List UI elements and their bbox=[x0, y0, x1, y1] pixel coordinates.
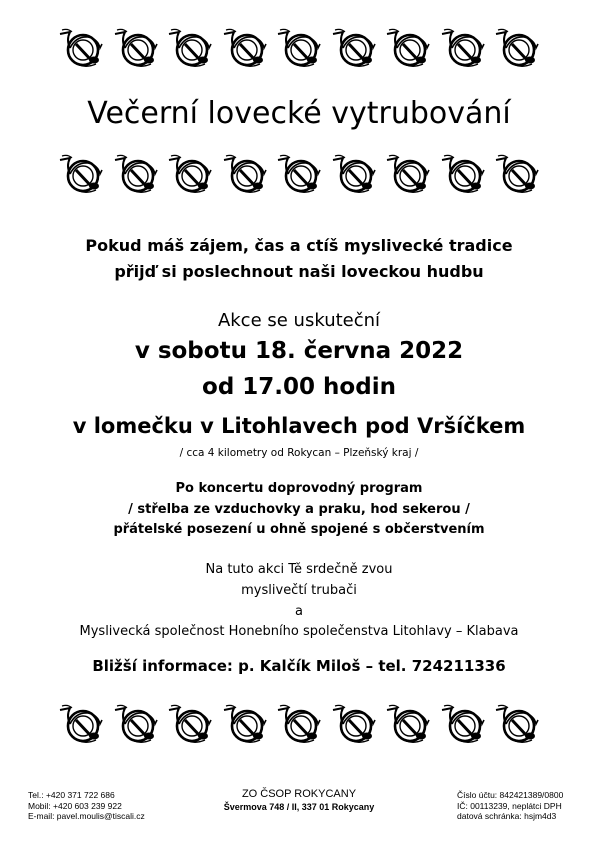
hunting-horn-icon bbox=[222, 152, 268, 198]
horn-row-top bbox=[58, 26, 540, 72]
invite-line-2: myslivečtí trubači bbox=[241, 583, 357, 598]
hunting-horn-icon bbox=[440, 702, 486, 748]
hunting-horn-icon bbox=[494, 152, 540, 198]
footer-databox: datová schránka: hsjm4d3 bbox=[457, 811, 557, 821]
hunting-horn-icon bbox=[440, 152, 486, 198]
hunting-horn-icon bbox=[167, 26, 213, 72]
hunting-horn-icon bbox=[58, 702, 104, 748]
hunting-horn-icon bbox=[113, 702, 159, 748]
horn-row-bottom bbox=[58, 702, 540, 748]
hunting-horn-icon bbox=[222, 702, 268, 748]
program-line-2: / střelba ze vzduchovky a praku, hod sekerou / bbox=[128, 502, 470, 517]
hunting-horn-icon bbox=[331, 26, 377, 72]
hunting-horn-icon bbox=[385, 152, 431, 198]
event-announce: Akce se uskuteční bbox=[217, 310, 381, 331]
contact-info: Bližší informace: p. Kalčík Miloš – tel. 724211336 bbox=[92, 657, 506, 675]
footer-org-name: ZO ČSOP ROKYCANY bbox=[241, 788, 357, 800]
footer-mobile: Mobil: +420 603 239 922 bbox=[28, 800, 122, 811]
hunting-horn-icon bbox=[276, 702, 322, 748]
event-date: v sobotu 18. června 2022 bbox=[134, 338, 464, 364]
page-title: Večerní lovecké vytrubování bbox=[87, 96, 511, 131]
hunting-horn-icon bbox=[167, 702, 213, 748]
hunting-horn-icon bbox=[58, 26, 104, 72]
hunting-horn-icon bbox=[113, 26, 159, 72]
footer-bank bbox=[457, 790, 563, 822]
hunting-horn-icon bbox=[494, 26, 540, 72]
event-time: od 17.00 hodin bbox=[202, 374, 396, 400]
invite-line-3: a bbox=[295, 604, 303, 619]
footer-ico: IČ: 00113239, neplátci DPH bbox=[457, 800, 562, 811]
program-line-3: přátelské posezení u ohně spojené s občerstvením bbox=[113, 522, 485, 537]
footer-contacts bbox=[28, 790, 145, 822]
horn-row-middle bbox=[58, 152, 540, 198]
invite-line-4: Myslivecká společnost Honebního společenstva Litohlavy – Klabava bbox=[79, 624, 519, 639]
footer-address: Švermova 748 / II, 337 01 Rokycany bbox=[223, 802, 375, 812]
hunting-horn-icon bbox=[276, 152, 322, 198]
footer-organization bbox=[190, 787, 408, 813]
event-place-note: / cca 4 kilometry od Rokycan – Plzeňský kraj / bbox=[179, 447, 419, 459]
hunting-horn-icon bbox=[222, 26, 268, 72]
hunting-horn-icon bbox=[440, 26, 486, 72]
hunting-horn-icon bbox=[331, 152, 377, 198]
intro-line-2: přijď si poslechnout naši loveckou hudbu bbox=[114, 262, 484, 281]
event-place: v lomečku v Litohlavech pod Vršíčkem bbox=[72, 414, 526, 438]
hunting-horn-icon bbox=[276, 26, 322, 72]
footer-account: Číslo účtu: 842421389/0800 bbox=[457, 790, 564, 800]
hunting-horn-icon bbox=[331, 702, 377, 748]
hunting-horn-icon bbox=[385, 702, 431, 748]
footer-email: E-mail: pavel.moulis@tiscali.cz bbox=[28, 811, 145, 821]
hunting-horn-icon bbox=[167, 152, 213, 198]
program-line-1: Po koncertu doprovodný program bbox=[175, 481, 423, 496]
hunting-horn-icon bbox=[58, 152, 104, 198]
hunting-horn-icon bbox=[385, 26, 431, 72]
hunting-horn-icon bbox=[494, 702, 540, 748]
hunting-horn-icon bbox=[113, 152, 159, 198]
footer-phone: Tel.: +420 371 722 686 bbox=[28, 790, 115, 800]
intro-line-1: Pokud máš zájem, čas a ctíš myslivecké tradice bbox=[85, 236, 513, 255]
invite-line-1: Na tuto akci Tě srdečně zvou bbox=[205, 562, 393, 577]
